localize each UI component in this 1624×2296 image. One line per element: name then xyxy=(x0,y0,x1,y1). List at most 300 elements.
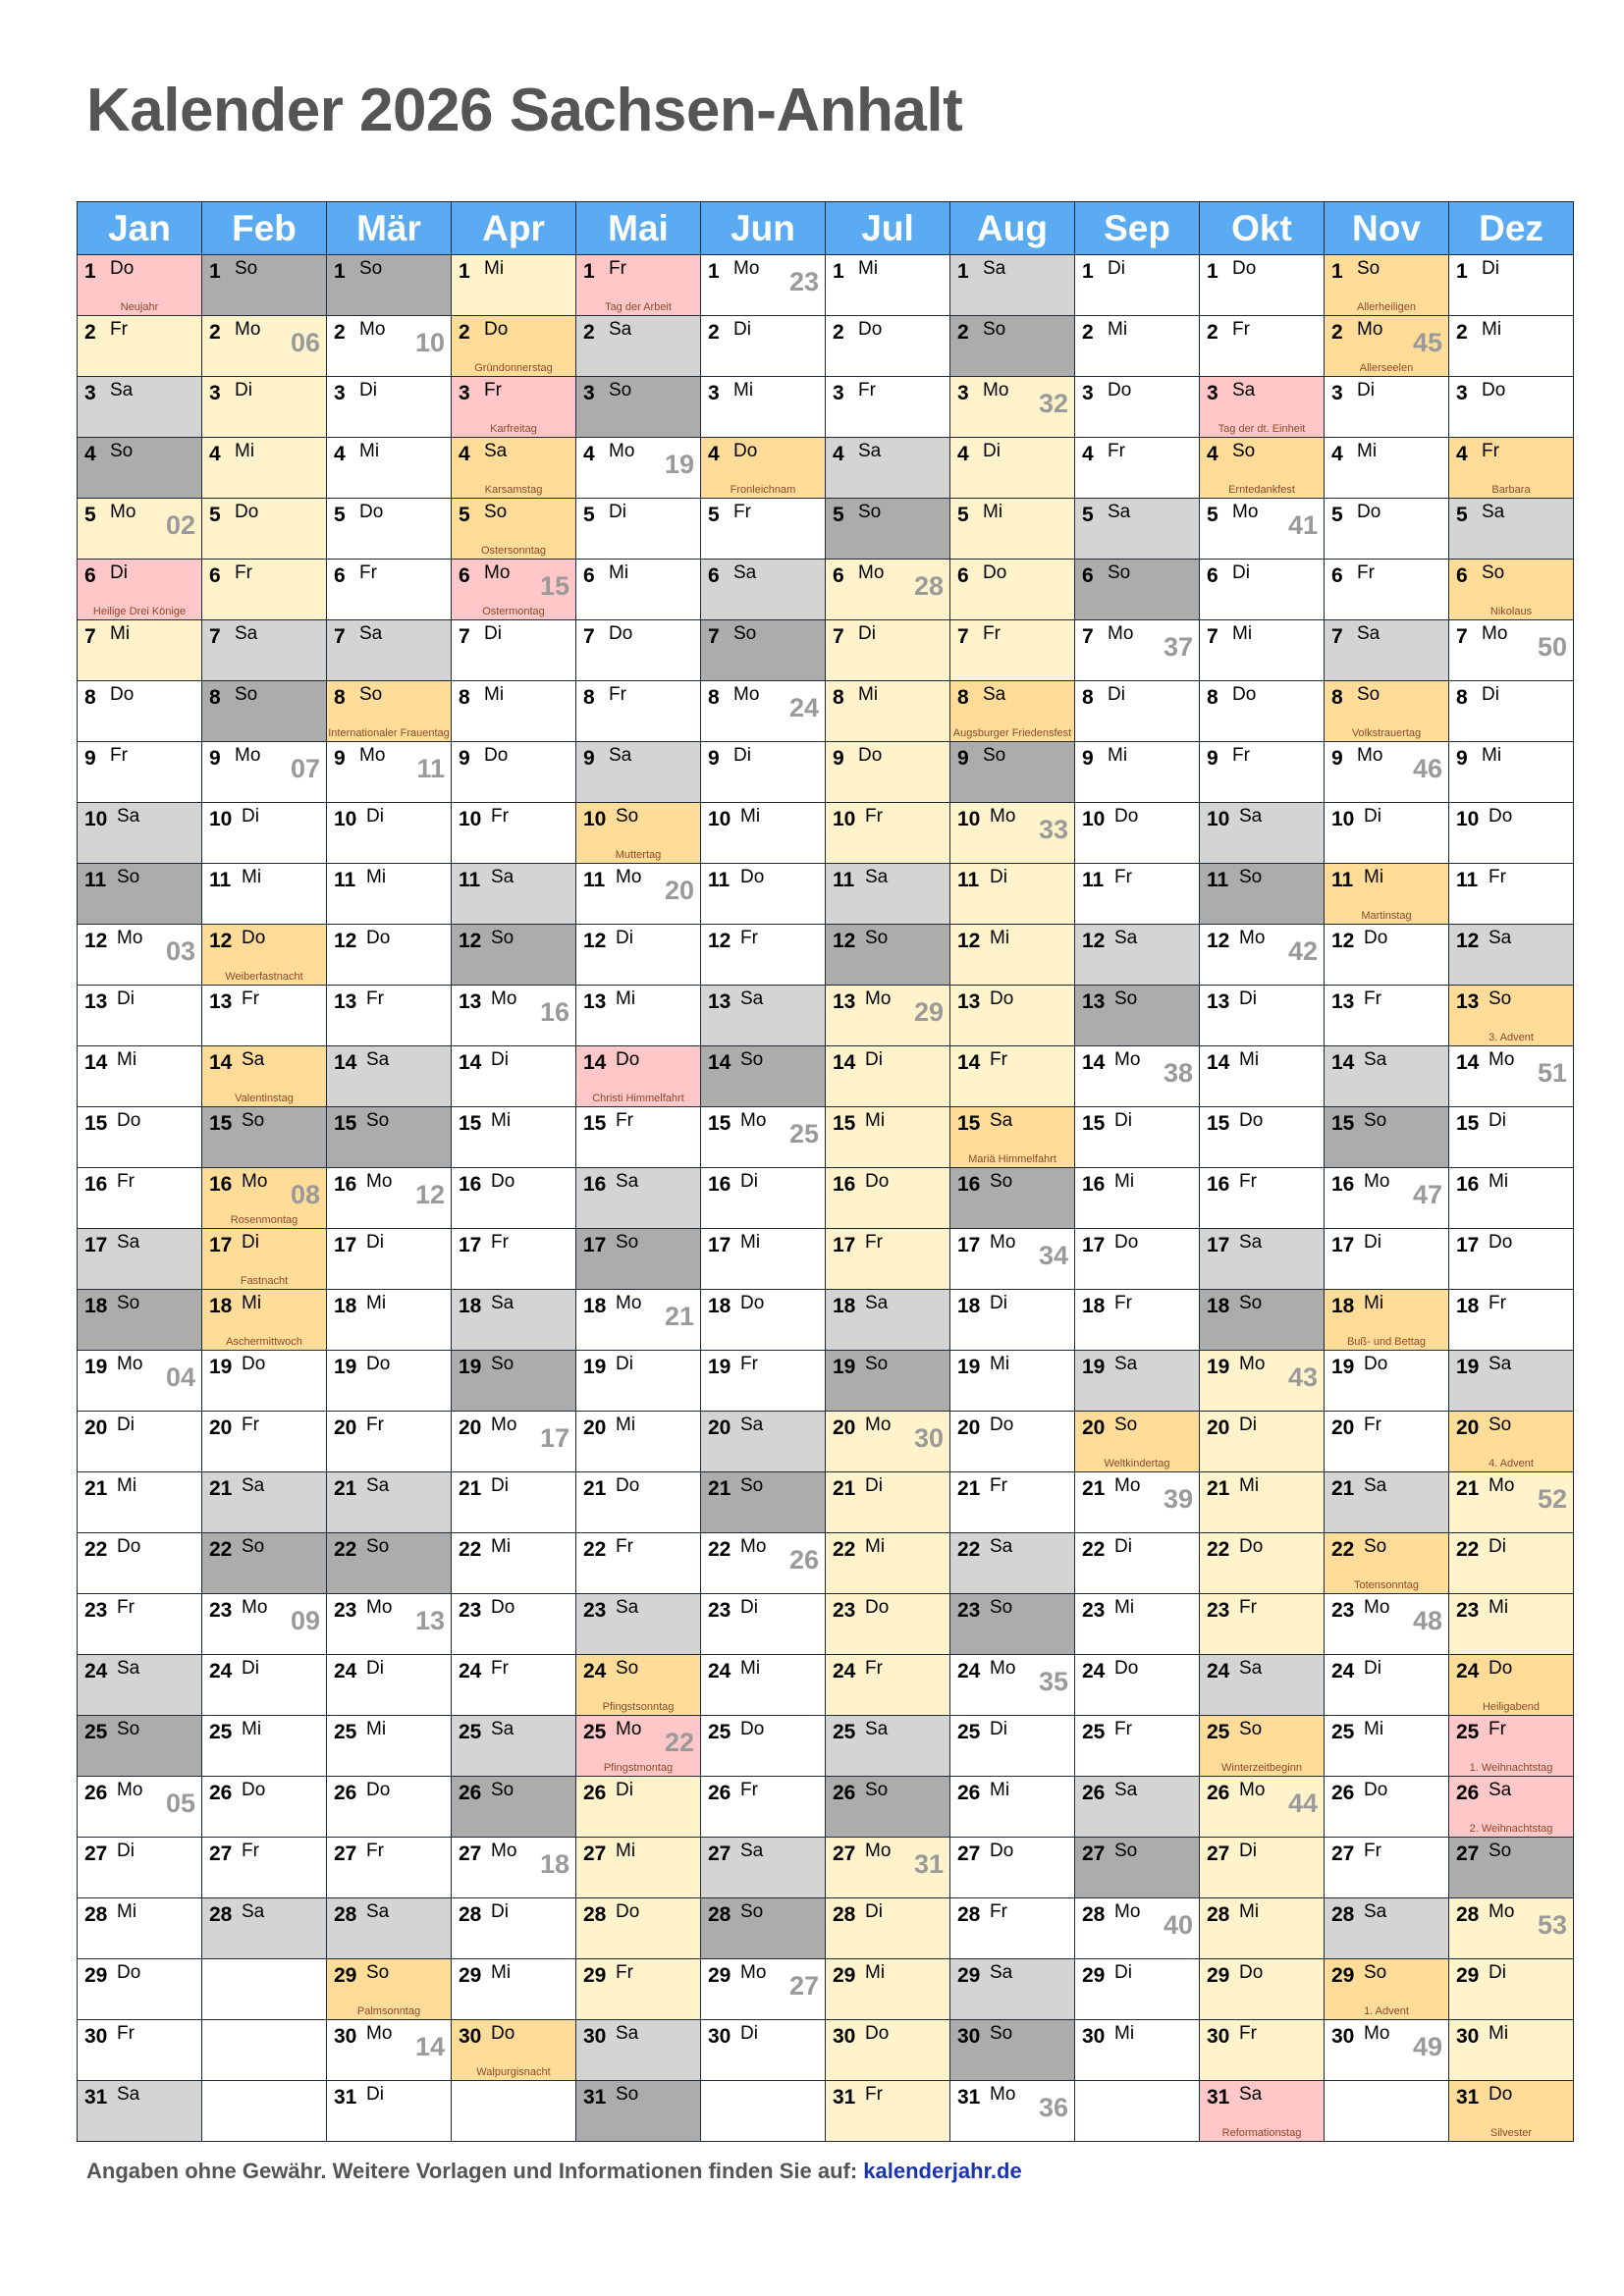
day-number: 18 xyxy=(84,1295,108,1317)
week-number: 38 xyxy=(1163,1058,1193,1088)
weekday-label: Di xyxy=(1364,1232,1381,1253)
weekday-label: Di xyxy=(740,2023,758,2044)
weekday-label: Do xyxy=(491,1597,515,1618)
day-cell xyxy=(78,742,202,803)
day-cell xyxy=(826,925,950,986)
weekday-label: So xyxy=(858,502,882,522)
day-number: 11 xyxy=(583,869,606,891)
week-number: 11 xyxy=(416,754,445,783)
day-cell xyxy=(950,1472,1075,1533)
day-number: 5 xyxy=(209,504,221,526)
day-cell xyxy=(950,255,1075,316)
day-cell xyxy=(1075,1290,1200,1351)
day-cell xyxy=(701,1655,826,1716)
weekday-label: Fr xyxy=(1357,562,1375,583)
day-number: 9 xyxy=(209,747,221,770)
day-cell xyxy=(1449,1655,1574,1716)
day-cell xyxy=(327,864,452,925)
day-number: 4 xyxy=(1456,443,1468,465)
day-number: 1 xyxy=(833,260,844,283)
day-number: 24 xyxy=(833,1660,856,1682)
weekday-label: Do xyxy=(990,1415,1014,1435)
day-cell xyxy=(202,1777,327,1838)
weekday-label: Sa xyxy=(1114,1780,1138,1800)
day-cell xyxy=(576,1351,701,1412)
day-cell xyxy=(576,560,701,620)
weekday-label: Di xyxy=(990,1719,1007,1739)
weekday-label: Mi xyxy=(858,684,879,705)
weekday-label: Di xyxy=(117,1841,135,1861)
day-number: 27 xyxy=(209,1842,233,1865)
day-number: 6 xyxy=(459,564,470,587)
day-row xyxy=(78,1046,1574,1107)
day-cell xyxy=(950,864,1075,925)
day-cell xyxy=(1325,1655,1449,1716)
weekday-label: So xyxy=(359,258,383,279)
day-cell xyxy=(701,620,826,681)
weekday-label: Fr xyxy=(1114,1719,1132,1739)
day-cell xyxy=(1200,1107,1325,1168)
day-cell xyxy=(950,681,1075,742)
day-number: 19 xyxy=(1207,1356,1230,1378)
weekday-label: So xyxy=(983,319,1006,340)
day-cell xyxy=(950,1107,1075,1168)
day-cell xyxy=(701,1229,826,1290)
day-cell xyxy=(576,2020,701,2081)
day-number: 27 xyxy=(84,1842,108,1865)
day-cell xyxy=(78,1594,202,1655)
weekday-label: So xyxy=(1232,441,1256,461)
day-row xyxy=(78,864,1574,925)
weekday-label: Do xyxy=(983,562,1007,583)
week-number: 51 xyxy=(1537,1058,1567,1088)
weekday-label: Fr xyxy=(117,2023,135,2044)
day-number: 20 xyxy=(583,1416,607,1439)
week-number: 39 xyxy=(1163,1484,1193,1514)
weekday-label: So xyxy=(733,623,757,644)
week-number: 49 xyxy=(1412,2032,1442,2061)
weekday-label: So xyxy=(990,2023,1013,2044)
day-number: 27 xyxy=(1082,1842,1106,1865)
day-number: 16 xyxy=(1082,1173,1106,1196)
day-cell xyxy=(576,377,701,438)
day-cell xyxy=(826,1838,950,1898)
day-number: 16 xyxy=(1331,1173,1355,1196)
day-number: 13 xyxy=(1082,990,1106,1013)
day-cell xyxy=(1325,986,1449,1046)
weekday-label: So xyxy=(1239,1719,1263,1739)
weekday-label: Mo xyxy=(117,1354,143,1374)
day-row xyxy=(78,681,1574,742)
weekday-label: Fr xyxy=(865,1658,883,1679)
day-cell xyxy=(452,1472,576,1533)
weekday-label: Do xyxy=(1364,1780,1388,1800)
day-number: 17 xyxy=(708,1234,731,1256)
day-number: 2 xyxy=(708,321,720,344)
weekday-label: Mo xyxy=(484,562,511,583)
day-number: 21 xyxy=(334,1477,357,1500)
weekday-label: Mi xyxy=(1108,745,1128,766)
weekday-label: Do xyxy=(858,745,883,766)
day-cell xyxy=(327,316,452,377)
day-number: 31 xyxy=(957,2086,981,2109)
day-cell xyxy=(1200,1594,1325,1655)
weekday-label: Fr xyxy=(117,1171,135,1192)
day-number: 9 xyxy=(334,747,346,770)
weekday-label: So xyxy=(1489,1415,1512,1435)
day-number: 24 xyxy=(334,1660,357,1682)
weekday-label: Fr xyxy=(242,1415,259,1435)
day-cell xyxy=(576,255,701,316)
day-cell xyxy=(327,255,452,316)
weekday-label: Di xyxy=(1482,684,1499,705)
weekday-label: Mi xyxy=(740,1232,761,1253)
weekday-label: Fr xyxy=(983,623,1001,644)
day-cell xyxy=(701,1046,826,1107)
weekday-label: Fr xyxy=(616,1962,633,1983)
weekday-label: So xyxy=(1357,258,1380,279)
day-cell xyxy=(1200,377,1325,438)
day-number: 11 xyxy=(708,869,731,891)
day-cell xyxy=(452,986,576,1046)
week-number: 26 xyxy=(788,1545,819,1575)
day-number: 7 xyxy=(708,625,720,648)
holiday-label: Totensonntag xyxy=(1353,1579,1420,1591)
day-cell xyxy=(202,499,327,560)
weekday-label: Mi xyxy=(491,1110,512,1131)
weekday-label: Mo xyxy=(983,380,1009,400)
weekday-label: So xyxy=(1114,1841,1138,1861)
day-number: 30 xyxy=(1082,2025,1106,2048)
month-header-jun: Jun xyxy=(701,202,826,255)
day-number: 15 xyxy=(833,1112,856,1135)
day-number: 20 xyxy=(833,1416,856,1439)
day-number: 6 xyxy=(583,564,595,587)
day-row xyxy=(78,742,1574,803)
day-cell xyxy=(78,1472,202,1533)
day-number: 24 xyxy=(1331,1660,1355,1682)
day-row xyxy=(78,986,1574,1046)
day-row xyxy=(78,620,1574,681)
weekday-label: So xyxy=(1364,1536,1387,1557)
weekday-label: Sa xyxy=(117,806,140,827)
weekday-label: Di xyxy=(1482,258,1499,279)
day-cell xyxy=(1449,2020,1574,2081)
day-number: 10 xyxy=(459,808,482,830)
day-number: 28 xyxy=(957,1903,981,1926)
day-cell xyxy=(1200,681,1325,742)
weekday-label: Do xyxy=(1114,1232,1139,1253)
day-cell xyxy=(950,1838,1075,1898)
weekday-label: Do xyxy=(733,441,758,461)
weekday-label: So xyxy=(366,1962,390,1983)
footer-disclaimer: Angaben ohne Gewähr. Weitere Vorlagen und Informationen finden Sie auf: xyxy=(86,2159,858,2183)
weekday-label: Mi xyxy=(990,928,1010,948)
day-number: 7 xyxy=(1207,625,1218,648)
day-cell xyxy=(1449,499,1574,560)
day-number: 18 xyxy=(583,1295,607,1317)
holiday-label: Neujahr xyxy=(120,301,159,313)
day-cell xyxy=(576,986,701,1046)
day-cell xyxy=(1200,742,1325,803)
weekday-label: Mi xyxy=(366,1719,387,1739)
day-cell xyxy=(1449,1046,1574,1107)
weekday-label: Fr xyxy=(609,258,626,279)
weekday-label: Mi xyxy=(616,988,636,1009)
day-number: 25 xyxy=(1207,1721,1230,1743)
weekday-label: Sa xyxy=(1489,928,1512,948)
day-number: 1 xyxy=(1082,260,1094,283)
weekday-label: So xyxy=(110,441,134,461)
weekday-label: Di xyxy=(1364,806,1381,827)
day-cell xyxy=(202,1472,327,1533)
day-cell xyxy=(1325,438,1449,499)
weekday-label: Fr xyxy=(110,319,128,340)
day-number: 17 xyxy=(84,1234,108,1256)
week-number: 19 xyxy=(664,450,694,479)
day-cell xyxy=(452,1898,576,1959)
weekday-label: Do xyxy=(1489,1658,1513,1679)
weekday-label: Sa xyxy=(117,2084,140,2105)
day-number: 25 xyxy=(708,1721,731,1743)
day-number: 6 xyxy=(209,564,221,587)
holiday-label: Martinstag xyxy=(1361,910,1412,922)
day-number: 11 xyxy=(1207,869,1229,891)
day-cell xyxy=(1200,620,1325,681)
day-cell xyxy=(78,377,202,438)
day-cell xyxy=(78,1533,202,1594)
day-cell xyxy=(701,1472,826,1533)
holiday-label: 4. Advent xyxy=(1489,1458,1534,1469)
day-cell xyxy=(202,986,327,1046)
day-number: 24 xyxy=(957,1660,981,1682)
weekday-label: Fr xyxy=(858,380,876,400)
week-number: 46 xyxy=(1412,754,1442,783)
weekday-label: Di xyxy=(616,1354,633,1374)
day-row xyxy=(78,2081,1574,2142)
day-number: 5 xyxy=(1082,504,1094,526)
holiday-label: Aschermittwoch xyxy=(226,1336,302,1348)
weekday-label: Mi xyxy=(1357,441,1378,461)
weekday-label: So xyxy=(491,1354,514,1374)
day-cell xyxy=(826,620,950,681)
weekday-label: Do xyxy=(491,1171,515,1192)
week-number: 27 xyxy=(788,1971,819,2001)
day-number: 12 xyxy=(1331,930,1355,952)
day-cell xyxy=(826,1959,950,2020)
month-header-jul: Jul xyxy=(826,202,950,255)
day-number: 24 xyxy=(209,1660,233,1682)
day-number: 22 xyxy=(833,1538,856,1561)
day-cell xyxy=(701,742,826,803)
day-cell xyxy=(78,560,202,620)
week-number: 07 xyxy=(290,754,320,783)
day-number: 10 xyxy=(1207,808,1230,830)
week-number: 21 xyxy=(664,1302,694,1331)
weekday-label: Mo xyxy=(366,2023,393,2044)
day-number: 5 xyxy=(459,504,470,526)
holiday-label: Heilige Drei Könige xyxy=(92,606,187,617)
day-number: 14 xyxy=(209,1051,233,1074)
day-number: 9 xyxy=(1331,747,1343,770)
weekday-label: Sa xyxy=(983,684,1006,705)
day-cell xyxy=(452,1351,576,1412)
day-number: 9 xyxy=(833,747,844,770)
empty-cell xyxy=(452,2081,576,2142)
month-header-mär: Mär xyxy=(327,202,452,255)
day-number: 10 xyxy=(1082,808,1106,830)
weekday-label: So xyxy=(1239,1293,1263,1313)
day-cell xyxy=(327,1412,452,1472)
weekday-label: So xyxy=(1364,1962,1387,1983)
day-number: 24 xyxy=(84,1660,108,1682)
day-cell xyxy=(1325,1290,1449,1351)
day-cell xyxy=(1200,2081,1325,2142)
day-number: 13 xyxy=(833,990,856,1013)
day-number: 19 xyxy=(209,1356,233,1378)
day-cell xyxy=(1325,1777,1449,1838)
weekday-label: So xyxy=(491,1780,514,1800)
weekday-label: Mo xyxy=(491,1415,517,1435)
day-number: 15 xyxy=(84,1112,108,1135)
weekday-label: So xyxy=(117,1293,140,1313)
week-number: 41 xyxy=(1287,510,1318,540)
day-cell xyxy=(1200,438,1325,499)
day-cell xyxy=(576,1594,701,1655)
day-cell xyxy=(452,925,576,986)
day-number: 8 xyxy=(1207,686,1218,709)
day-cell xyxy=(327,1168,452,1229)
day-cell xyxy=(452,1959,576,2020)
day-number: 3 xyxy=(1456,382,1468,404)
weekday-label: Do xyxy=(235,502,259,522)
weekday-label: Fr xyxy=(609,684,626,705)
day-number: 12 xyxy=(833,930,856,952)
weekday-label: Fr xyxy=(491,1232,509,1253)
day-number: 13 xyxy=(1456,990,1480,1013)
weekday-label: Fr xyxy=(1482,441,1499,461)
weekday-label: Mi xyxy=(616,1841,636,1861)
day-cell xyxy=(576,1716,701,1777)
weekday-label: Do xyxy=(616,1901,640,1922)
day-cell xyxy=(202,1412,327,1472)
weekday-label: Mi xyxy=(484,684,505,705)
weekday-label: So xyxy=(117,867,140,887)
day-cell xyxy=(1200,1898,1325,1959)
day-number: 22 xyxy=(1456,1538,1480,1561)
weekday-label: Di xyxy=(616,928,633,948)
day-number: 27 xyxy=(708,1842,731,1865)
day-cell xyxy=(576,1168,701,1229)
day-cell xyxy=(701,1594,826,1655)
day-number: 23 xyxy=(84,1599,108,1622)
weekday-label: Sa xyxy=(983,258,1006,279)
weekday-label: So xyxy=(1357,684,1380,705)
day-cell xyxy=(576,1655,701,1716)
month-header-okt: Okt xyxy=(1200,202,1325,255)
day-number: 18 xyxy=(1207,1295,1230,1317)
day-number: 23 xyxy=(1082,1599,1106,1622)
weekday-label: Sa xyxy=(865,867,889,887)
weekday-label: Do xyxy=(1239,1536,1264,1557)
day-number: 28 xyxy=(1207,1903,1230,1926)
day-cell xyxy=(1075,864,1200,925)
day-cell xyxy=(826,1472,950,1533)
weekday-label: Sa xyxy=(1114,928,1138,948)
weekday-label: Do xyxy=(1357,502,1381,522)
day-cell xyxy=(1075,1107,1200,1168)
week-number: 43 xyxy=(1287,1362,1318,1392)
footer-link[interactable]: kalenderjahr.de xyxy=(863,2159,1022,2183)
day-number: 18 xyxy=(708,1295,731,1317)
weekday-label: So xyxy=(366,1110,390,1131)
holiday-label: Winterzeitbeginn xyxy=(1221,1762,1302,1774)
day-cell xyxy=(701,864,826,925)
day-number: 30 xyxy=(1456,2025,1480,2048)
weekday-label: Mo xyxy=(366,1171,393,1192)
day-cell xyxy=(327,1777,452,1838)
weekday-label: Sa xyxy=(990,1962,1013,1983)
day-number: 25 xyxy=(209,1721,233,1743)
week-number: 53 xyxy=(1537,1910,1567,1940)
day-number: 17 xyxy=(1456,1234,1480,1256)
empty-cell xyxy=(1075,2081,1200,2142)
week-number: 42 xyxy=(1287,936,1318,966)
day-cell xyxy=(950,2020,1075,2081)
day-cell xyxy=(701,1777,826,1838)
day-row xyxy=(78,316,1574,377)
weekday-label: So xyxy=(242,1110,265,1131)
week-number: 50 xyxy=(1537,632,1567,662)
day-number: 12 xyxy=(1456,930,1480,952)
weekday-label: Fr xyxy=(1364,1415,1381,1435)
day-number: 13 xyxy=(1207,990,1230,1013)
day-cell xyxy=(701,1959,826,2020)
weekday-label: Mo xyxy=(491,1841,517,1861)
weekday-label: Di xyxy=(1114,1962,1132,1983)
day-number: 19 xyxy=(833,1356,856,1378)
day-number: 22 xyxy=(957,1538,981,1561)
day-number: 25 xyxy=(1082,1721,1106,1743)
day-cell xyxy=(1200,1351,1325,1412)
weekday-label: Fr xyxy=(740,1780,758,1800)
day-number: 14 xyxy=(1456,1051,1480,1074)
day-number: 18 xyxy=(459,1295,482,1317)
day-number: 2 xyxy=(1207,321,1218,344)
day-number: 26 xyxy=(1207,1782,1230,1804)
weekday-label: Di xyxy=(990,1293,1007,1313)
weekday-label: Sa xyxy=(366,1475,390,1496)
weekday-label: Mi xyxy=(740,806,761,827)
day-number: 29 xyxy=(957,1964,981,1987)
weekday-label: So xyxy=(740,1475,764,1496)
weekday-label: Sa xyxy=(359,623,383,644)
day-row xyxy=(78,1168,1574,1229)
weekday-label: Di xyxy=(1108,684,1125,705)
day-cell xyxy=(452,1594,576,1655)
weekday-label: Mi xyxy=(616,1415,636,1435)
day-number: 15 xyxy=(583,1112,607,1135)
holiday-label: Weiberfastnacht xyxy=(225,971,303,983)
day-number: 29 xyxy=(84,1964,108,1987)
weekday-label: Di xyxy=(609,502,626,522)
holiday-label: Muttertag xyxy=(615,849,662,861)
day-cell xyxy=(701,438,826,499)
weekday-label: Fr xyxy=(865,1232,883,1253)
weekday-label: So xyxy=(609,380,632,400)
week-number: 45 xyxy=(1412,328,1442,357)
day-cell xyxy=(202,377,327,438)
